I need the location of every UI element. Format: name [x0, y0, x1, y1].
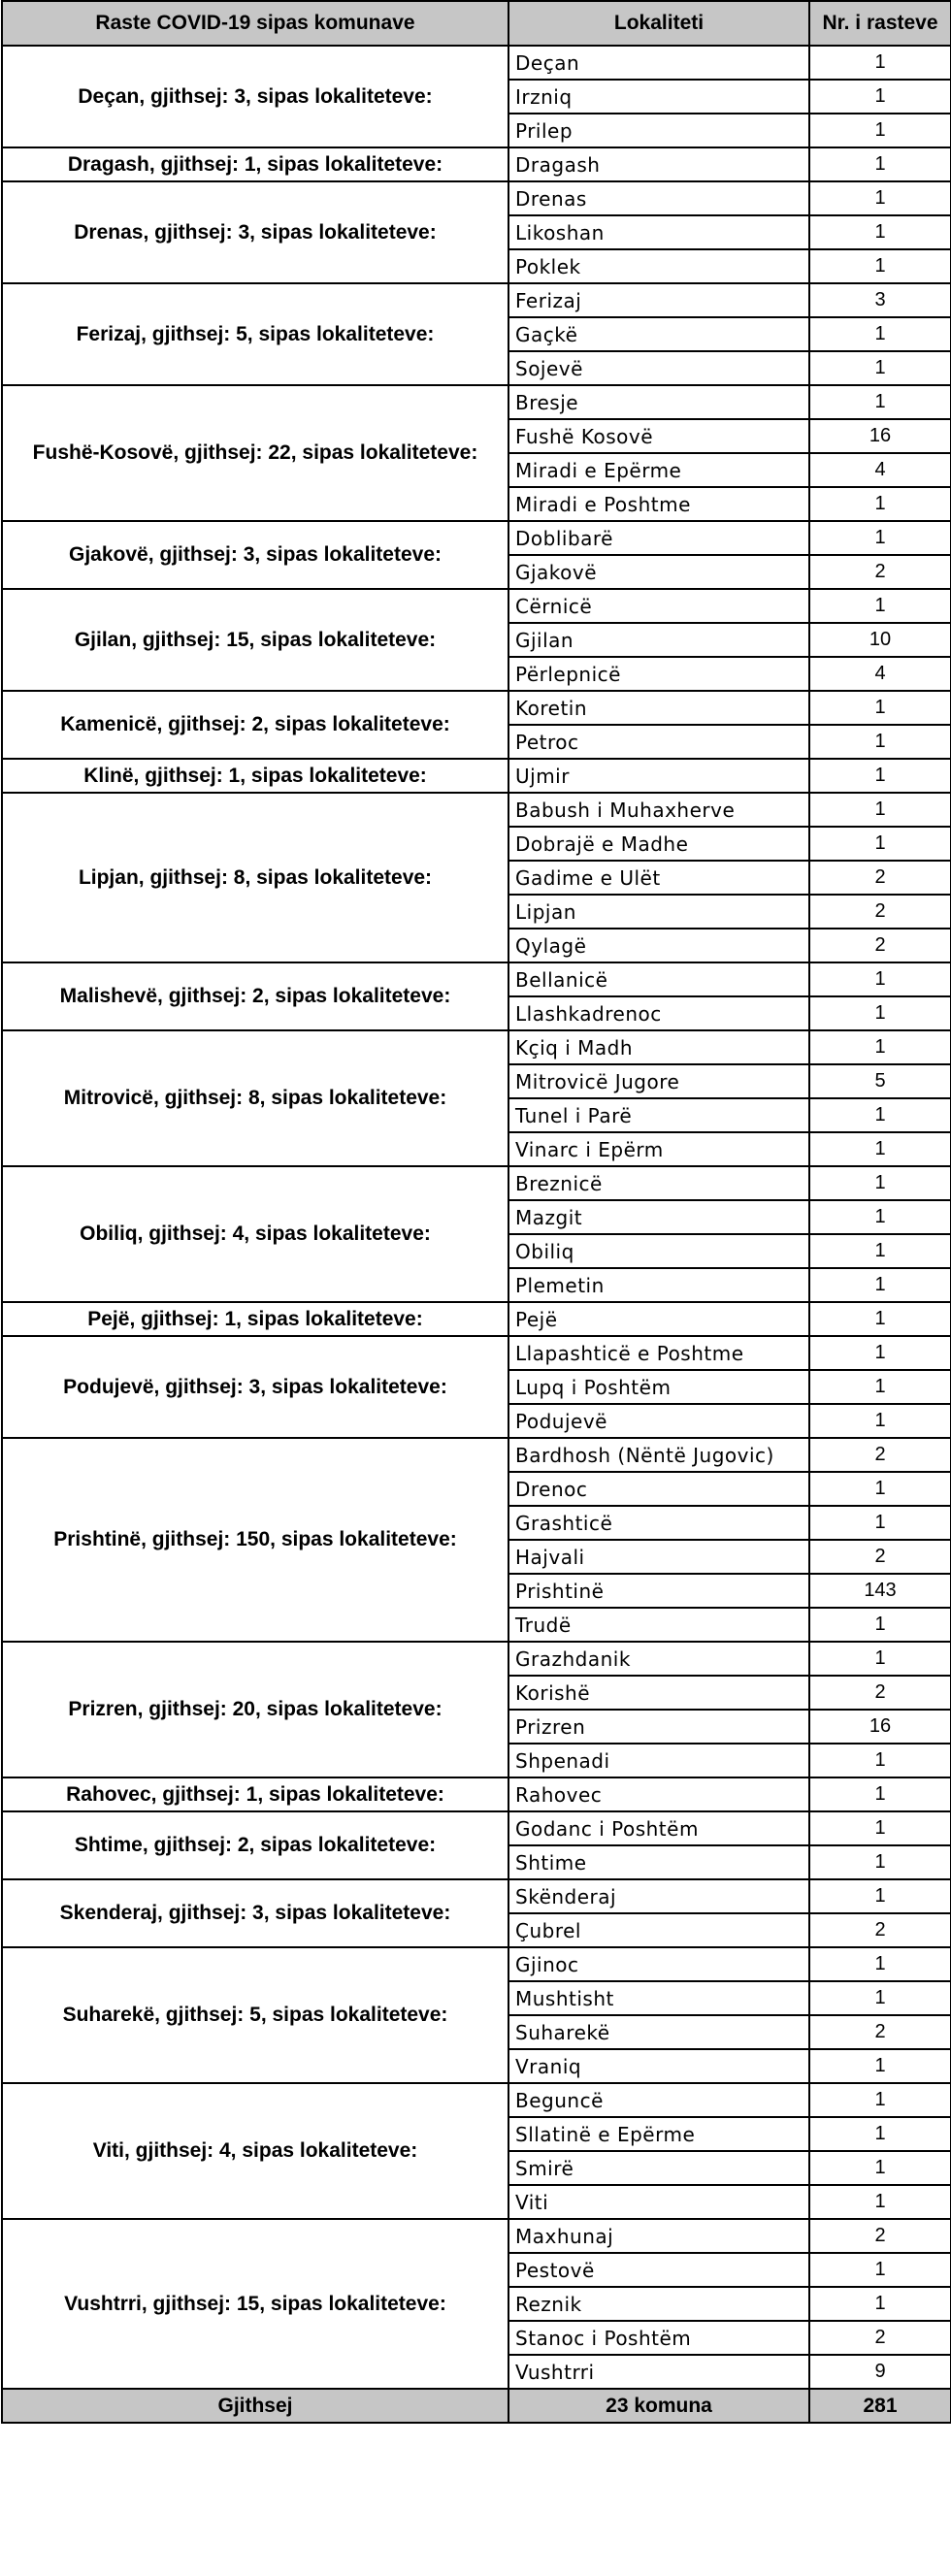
table-row — [2, 1811, 951, 1845]
count-cell: 2 — [809, 2015, 951, 2049]
locality-cell: Mushtisht — [508, 1981, 809, 2015]
count-cell: 1 — [809, 691, 951, 725]
count-cell: 1 — [809, 793, 951, 827]
count-cell: 1 — [809, 487, 951, 521]
locality-cell: Poklek — [508, 249, 809, 283]
municipality-cell: Kamenicë, gjithsej: 2, sipas lokaliteteve: — [2, 691, 508, 759]
locality-cell: Sllatinë e Epërme — [508, 2117, 809, 2151]
locality-cell: Prizren — [508, 1710, 809, 1744]
count-cell: 2 — [809, 2219, 951, 2253]
municipality-cell: Skenderaj, gjithsej: 3, sipas lokaliteteve: — [2, 1879, 508, 1947]
count-cell: 1 — [809, 759, 951, 793]
locality-cell: Beguncë — [508, 2083, 809, 2117]
locality-cell: Skënderaj — [508, 1879, 809, 1913]
count-cell: 1 — [809, 1166, 951, 1200]
locality-cell: Ujmir — [508, 759, 809, 793]
count-cell: 1 — [809, 80, 951, 114]
locality-cell: Prishtinë — [508, 1574, 809, 1608]
count-cell: 1 — [809, 1777, 951, 1811]
count-cell: 1 — [809, 1200, 951, 1234]
municipality-cell: Malishevë, gjithsej: 2, sipas lokaliteteve: — [2, 962, 508, 1030]
locality-cell: Korishë — [508, 1676, 809, 1710]
count-cell: 2 — [809, 929, 951, 962]
count-cell: 1 — [809, 2083, 951, 2117]
count-cell: 1 — [809, 2287, 951, 2321]
table-row — [2, 691, 951, 725]
locality-cell: Plemetin — [508, 1268, 809, 1302]
count-cell: 1 — [809, 2151, 951, 2185]
count-cell: 1 — [809, 725, 951, 759]
locality-cell: Cërnicë — [508, 589, 809, 623]
count-cell: 1 — [809, 589, 951, 623]
table-row — [2, 2083, 951, 2117]
municipality-cell: Drenas, gjithsej: 3, sipas lokaliteteve: — [2, 181, 508, 283]
locality-cell: Likoshan — [508, 215, 809, 249]
count-cell: 1 — [809, 827, 951, 861]
municipality-cell: Mitrovicë, gjithsej: 8, sipas lokaliteteve: — [2, 1030, 508, 1166]
count-cell: 1 — [809, 996, 951, 1030]
total-row — [2, 2389, 951, 2423]
table-row — [2, 283, 951, 317]
locality-cell: Smirë — [508, 2151, 809, 2185]
count-cell: 1 — [809, 1030, 951, 1064]
count-cell: 1 — [809, 1302, 951, 1336]
count-cell: 1 — [809, 1336, 951, 1370]
locality-cell: Gaçkë — [508, 317, 809, 351]
table-row — [2, 1947, 951, 1981]
header-row — [2, 1, 951, 46]
table-row — [2, 1438, 951, 1472]
locality-cell: Llapashticë e Poshtme — [508, 1336, 809, 1370]
locality-cell: Shtime — [508, 1845, 809, 1879]
locality-cell: Miradi e Poshtme — [508, 487, 809, 521]
count-cell: 1 — [809, 2117, 951, 2151]
count-cell: 1 — [809, 2185, 951, 2219]
locality-cell: Pestovë — [508, 2253, 809, 2287]
locality-cell: Miradi e Epërme — [508, 453, 809, 487]
table-row — [2, 385, 951, 419]
locality-cell: Pejë — [508, 1302, 809, 1336]
locality-cell: Mazgit — [508, 1200, 809, 1234]
locality-cell: Fushë Kosovë — [508, 419, 809, 453]
count-cell: 1 — [809, 46, 951, 80]
covid-cases-table — [1, 0, 951, 2424]
count-cell: 1 — [809, 1370, 951, 1404]
locality-cell: Rahovec — [508, 1777, 809, 1811]
count-cell: 1 — [809, 2253, 951, 2287]
locality-cell: Bardhosh (Nëntë Jugovic) — [508, 1438, 809, 1472]
municipality-cell: Klinë, gjithsej: 1, sipas lokaliteteve: — [2, 759, 508, 793]
locality-cell: Drenoc — [508, 1472, 809, 1506]
locality-cell: Shpenadi — [508, 1744, 809, 1777]
total-count: 281 — [809, 2389, 951, 2423]
table-row — [2, 759, 951, 793]
locality-cell: Prilep — [508, 114, 809, 147]
locality-cell: Maxhunaj — [508, 2219, 809, 2253]
count-cell: 1 — [809, 385, 951, 419]
municipality-cell: Pejë, gjithsej: 1, sipas lokaliteteve: — [2, 1302, 508, 1336]
locality-cell: Breznicë — [508, 1166, 809, 1200]
count-cell: 1 — [809, 2049, 951, 2083]
locality-cell: Doblibarë — [508, 521, 809, 555]
header-municipality: Raste COVID-19 sipas komunave — [2, 1, 508, 46]
table-row — [2, 1777, 951, 1811]
count-cell: 3 — [809, 283, 951, 317]
table-row — [2, 1642, 951, 1676]
locality-cell: Dragash — [508, 147, 809, 181]
header-locality: Lokaliteti — [508, 1, 809, 46]
municipality-cell: Gjakovë, gjithsej: 3, sipas lokaliteteve: — [2, 521, 508, 589]
count-cell: 1 — [809, 1947, 951, 1981]
table-row — [2, 1166, 951, 1200]
count-cell: 10 — [809, 623, 951, 657]
table-row — [2, 147, 951, 181]
count-cell: 2 — [809, 1913, 951, 1947]
locality-cell: Deçan — [508, 46, 809, 80]
locality-cell: Llashkadrenoc — [508, 996, 809, 1030]
locality-cell: Grashticë — [508, 1506, 809, 1540]
count-cell: 1 — [809, 1098, 951, 1132]
table-row — [2, 181, 951, 215]
count-cell: 1 — [809, 1879, 951, 1913]
locality-cell: Vraniq — [508, 2049, 809, 2083]
count-cell: 2 — [809, 1540, 951, 1574]
locality-cell: Trudë — [508, 1608, 809, 1642]
locality-cell: Babush i Muhaxherve — [508, 793, 809, 827]
count-cell: 2 — [809, 2321, 951, 2355]
locality-cell: Qylagë — [508, 929, 809, 962]
count-cell: 1 — [809, 962, 951, 996]
count-cell: 1 — [809, 215, 951, 249]
locality-cell: Kçiq i Madh — [508, 1030, 809, 1064]
locality-cell: Tunel i Parë — [508, 1098, 809, 1132]
count-cell: 1 — [809, 1472, 951, 1506]
count-cell: 1 — [809, 351, 951, 385]
total-municipalities: 23 komuna — [508, 2389, 809, 2423]
municipality-cell: Shtime, gjithsej: 2, sipas lokaliteteve: — [2, 1811, 508, 1879]
count-cell: 16 — [809, 1710, 951, 1744]
locality-cell: Koretin — [508, 691, 809, 725]
locality-cell: Gjilan — [508, 623, 809, 657]
count-cell: 1 — [809, 1234, 951, 1268]
locality-cell: Çubrel — [508, 1913, 809, 1947]
count-cell: 2 — [809, 555, 951, 589]
table-row — [2, 521, 951, 555]
count-cell: 1 — [809, 1132, 951, 1166]
municipality-cell: Viti, gjithsej: 4, sipas lokaliteteve: — [2, 2083, 508, 2219]
locality-cell: Podujevë — [508, 1404, 809, 1438]
table-body — [2, 46, 951, 2389]
municipality-cell: Ferizaj, gjithsej: 5, sipas lokaliteteve: — [2, 283, 508, 385]
municipality-cell: Dragash, gjithsej: 1, sipas lokaliteteve: — [2, 147, 508, 181]
locality-cell: Suharekë — [508, 2015, 809, 2049]
municipality-cell: Lipjan, gjithsej: 8, sipas lokaliteteve: — [2, 793, 508, 962]
locality-cell: Bellanicë — [508, 962, 809, 996]
municipality-cell: Prizren, gjithsej: 20, sipas lokaliteteve: — [2, 1642, 508, 1777]
locality-cell: Petroc — [508, 725, 809, 759]
municipality-cell: Deçan, gjithsej: 3, sipas lokaliteteve: — [2, 46, 508, 147]
locality-cell: Viti — [508, 2185, 809, 2219]
locality-cell: Drenas — [508, 181, 809, 215]
locality-cell: Hajvali — [508, 1540, 809, 1574]
count-cell: 1 — [809, 1811, 951, 1845]
total-label: Gjithsej — [2, 2389, 508, 2423]
locality-cell: Gjinoc — [508, 1947, 809, 1981]
count-cell: 1 — [809, 1845, 951, 1879]
locality-cell: Sojevë — [508, 351, 809, 385]
count-cell: 1 — [809, 114, 951, 147]
locality-cell: Lipjan — [508, 895, 809, 929]
table-row — [2, 589, 951, 623]
count-cell: 1 — [809, 1981, 951, 2015]
locality-cell: Vushtrri — [508, 2355, 809, 2389]
locality-cell: Godanc i Poshtëm — [508, 1811, 809, 1845]
count-cell: 1 — [809, 317, 951, 351]
count-cell: 143 — [809, 1574, 951, 1608]
municipality-cell: Obiliq, gjithsej: 4, sipas lokaliteteve: — [2, 1166, 508, 1302]
locality-cell: Ferizaj — [508, 283, 809, 317]
header-count: Nr. i rasteve — [809, 1, 951, 46]
table-row — [2, 1336, 951, 1370]
count-cell: 1 — [809, 1268, 951, 1302]
locality-cell: Stanoc i Poshtëm — [508, 2321, 809, 2355]
locality-cell: Vinarc i Epërm — [508, 1132, 809, 1166]
count-cell: 1 — [809, 1642, 951, 1676]
locality-cell: Dobrajë e Madhe — [508, 827, 809, 861]
table-row — [2, 962, 951, 996]
locality-cell: Reznik — [508, 2287, 809, 2321]
locality-cell: Mitrovicë Jugore — [508, 1064, 809, 1098]
municipality-cell: Gjilan, gjithsej: 15, sipas lokaliteteve: — [2, 589, 508, 691]
locality-cell: Lupq i Poshtëm — [508, 1370, 809, 1404]
count-cell: 9 — [809, 2355, 951, 2389]
table-row — [2, 1302, 951, 1336]
table-row — [2, 46, 951, 80]
count-cell: 1 — [809, 1744, 951, 1777]
count-cell: 2 — [809, 1438, 951, 1472]
locality-cell: Grazhdanik — [508, 1642, 809, 1676]
count-cell: 1 — [809, 1608, 951, 1642]
locality-cell: Përlepnicë — [508, 657, 809, 691]
count-cell: 2 — [809, 861, 951, 895]
municipality-cell: Rahovec, gjithsej: 1, sipas lokaliteteve: — [2, 1777, 508, 1811]
municipality-cell: Prishtinë, gjithsej: 150, sipas lokaliteteve: — [2, 1438, 508, 1642]
count-cell: 1 — [809, 1506, 951, 1540]
count-cell: 1 — [809, 147, 951, 181]
count-cell: 1 — [809, 521, 951, 555]
locality-cell: Gjakovë — [508, 555, 809, 589]
count-cell: 1 — [809, 181, 951, 215]
locality-cell: Irzniq — [508, 80, 809, 114]
locality-cell: Gadime e Ulët — [508, 861, 809, 895]
table-row — [2, 2219, 951, 2253]
count-cell: 1 — [809, 1404, 951, 1438]
table-row — [2, 1879, 951, 1913]
count-cell: 16 — [809, 419, 951, 453]
count-cell: 4 — [809, 453, 951, 487]
count-cell: 5 — [809, 1064, 951, 1098]
locality-cell: Bresje — [508, 385, 809, 419]
municipality-cell: Podujevë, gjithsej: 3, sipas lokaliteteve: — [2, 1336, 508, 1438]
municipality-cell: Suharekë, gjithsej: 5, sipas lokaliteteve: — [2, 1947, 508, 2083]
municipality-cell: Fushë-Kosovë, gjithsej: 22, sipas lokaliteteve: — [2, 385, 508, 521]
count-cell: 2 — [809, 895, 951, 929]
municipality-cell: Vushtrri, gjithsej: 15, sipas lokaliteteve: — [2, 2219, 508, 2389]
table-row — [2, 793, 951, 827]
count-cell: 2 — [809, 1676, 951, 1710]
count-cell: 4 — [809, 657, 951, 691]
count-cell: 1 — [809, 249, 951, 283]
table-row — [2, 1030, 951, 1064]
locality-cell: Obiliq — [508, 1234, 809, 1268]
